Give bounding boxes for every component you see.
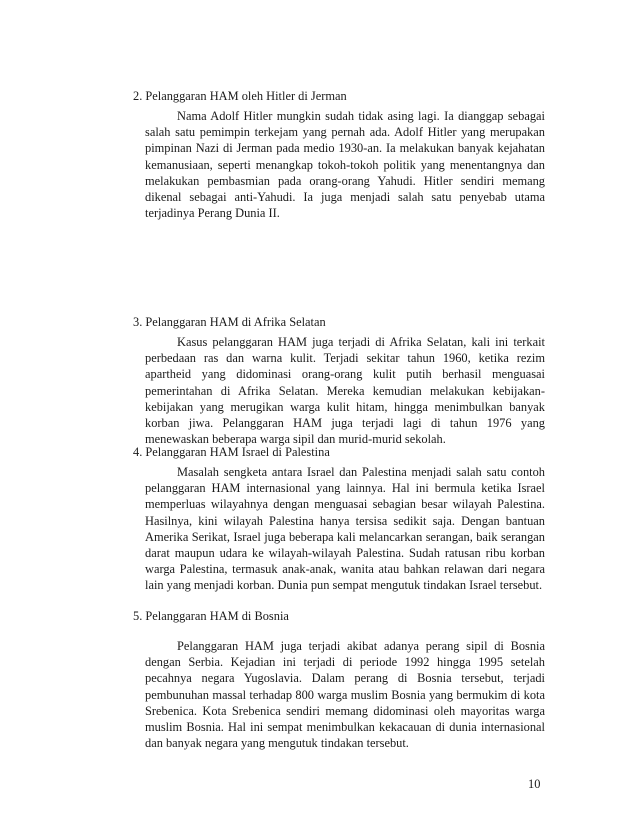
- section-heading: 3. Pelanggaran HAM di Afrika Selatan: [133, 315, 326, 329]
- section-israel-palestina: [133, 444, 545, 594]
- section-afrika-selatan: [133, 314, 545, 447]
- section-paragraph: Masalah sengketa antara Israel dan Palestina menjadi salah satu contoh pelanggaran HAM internasional yang lainnya. Hal ini bermula ketika Israel memperluas wilayahnya dengan menguasai sebagian besar wilayah Palestina. Hasilnya, kini wilayah Palestina hanya tersisa sedikit saja. Dengan bantuan Amerika Serikat, Israel juga beberapa kali melancarkan serangan, baik serangan darat maupun udara ke wilayah-wilayah Palestina. Sudah ratusan ribu korban warga Palestina, termasuk anak-anak, wanita atau bahkan relawan dari negara lain yang menjadi korban. Dunia pun sempat mengutuk tindakan Israel tersebut.: [145, 465, 545, 593]
- section-heading: 2. Pelanggaran HAM oleh Hitler di Jerman: [133, 89, 347, 103]
- section-paragraph: Pelanggaran HAM juga terjadi akibat adanya perang sipil di Bosnia dengan Serbia. Kejadian ini terjadi di periode 1992 hingga 1995 setelah pecahnya negara Yugoslavia. Dalam perang di Bosnia tersebut, terjadi pembunuhan massal terhadap 800 warga muslim Bosnia yang bermukim di kota Srebenica. Kota Srebenica sendiri memang didominasi oleh mayoritas warga muslim Bosnia. Hal ini sempat menimbulkan kekacauan di dunia internasional dan banyak negara yang mengutuk tindakan tersebut.: [145, 639, 545, 751]
- section-paragraph: Kasus pelanggaran HAM juga terjadi di Afrika Selatan, kali ini terkait perbedaan ras dan warna kulit. Terjadi sekitar tahun 1960, ketika rezim apartheid yang didominasi orang-orang kulit putih berhasil menguasai pemerintahan di Afrika Selatan. Mereka kemudian melakukan kebijakan-kebijakan yang merugikan warga kulit hitam, hingga menimbulkan banyak korban jiwa. Pelanggaran HAM juga terjadi lagi di tahun 1976 yang menewaskan beberapa warga sipil dan murid-murid sekolah.: [145, 335, 545, 447]
- page-number: 10: [528, 777, 541, 791]
- section-paragraph: Nama Adolf Hitler mungkin sudah tidak asing lagi. Ia dianggap sebagai salah satu pemimpin terkejam yang pernah ada. Adolf Hitler yang merupakan pimpinan Nazi di Jerman pada medio 1930-an. Ia melakukan banyak kejahatan kemanusiaan, seperti menangkap tokoh-tokoh politik yang menentangnya dan melakukan pembasmian pada orang-orang Yahudi. Hitler sendiri memang dikenal sebagai anti-Yahudi. Ia juga menjadi salah satu penyebab utama terjadinya Perang Dunia II.: [145, 109, 545, 221]
- section-bosnia: [133, 608, 545, 751]
- section-heading: 5. Pelanggaran HAM di Bosnia: [133, 609, 289, 623]
- section-heading: 4. Pelanggaran HAM Israel di Palestina: [133, 445, 330, 459]
- section-hitler-jerman: [133, 88, 545, 221]
